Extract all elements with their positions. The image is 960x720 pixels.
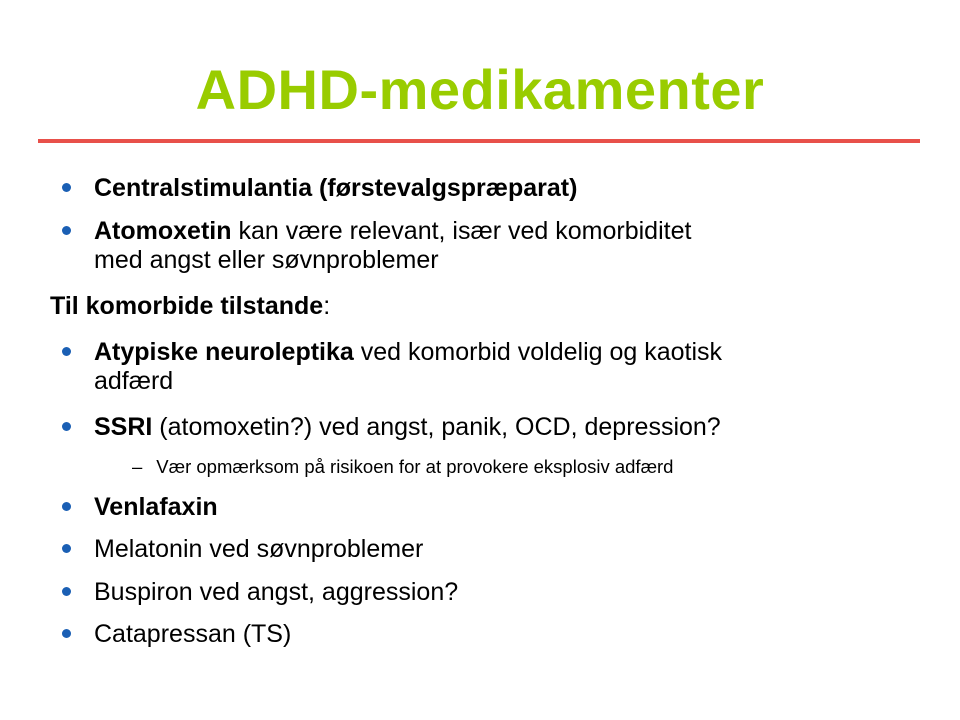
list-item-text: ved komorbid voldelig og kaotisk	[353, 338, 723, 366]
bullet-icon	[62, 502, 71, 511]
list-item-text: Melatonin ved søvnproblemer	[94, 535, 424, 563]
list-item-bold-label: SSRI	[94, 413, 153, 441]
list-item-bold-label: Atomoxetin	[94, 217, 232, 245]
bullet-icon	[62, 587, 71, 596]
list-item-atypiske-continuation	[94, 367, 173, 395]
bullet-icon	[62, 347, 71, 356]
section-heading-komorbide	[50, 292, 330, 320]
list-item-atomoxetin	[94, 217, 691, 245]
sub-item-dash: –	[132, 456, 143, 477]
bullet-icon	[62, 544, 71, 553]
list-item-ssri	[94, 413, 721, 441]
bullet-icon	[62, 226, 71, 235]
list-item-text: Buspiron ved angst, aggression?	[94, 578, 459, 606]
list-item-text: Catapressan (TS)	[94, 620, 292, 648]
list-item-text: adfærd	[94, 367, 174, 395]
list-item-venlafaxin	[94, 493, 218, 521]
list-item-melatonin	[94, 535, 423, 563]
list-item-bold-label: Centralstimulantia (førstevalgspræparat)	[94, 174, 578, 202]
list-item-text: (atomoxetin?) ved angst, panik, OCD, depression?	[152, 413, 721, 441]
list-item-buspiron	[94, 578, 458, 606]
list-item-bold-label: Venlafaxin	[94, 493, 218, 521]
section-heading-bold: Til komorbide tilstande	[50, 292, 324, 320]
bullet-icon	[62, 629, 71, 638]
list-item-bold-label: Atypiske neuroleptika	[94, 338, 354, 366]
list-item-catapressan	[94, 620, 291, 648]
sub-list-item-eksplosiv	[132, 456, 673, 478]
bullet-icon	[62, 183, 71, 192]
list-item-atomoxetin-continuation	[94, 246, 439, 274]
slide-title: ADHD-medikamenter	[195, 58, 765, 121]
list-item-centralstimulantia	[94, 174, 577, 202]
sub-item-text: Vær opmærksom på risikoen for at provokere eksplosiv adfærd	[156, 456, 674, 477]
section-heading-suffix: :	[323, 292, 331, 320]
list-item-atypiske-neuroleptika	[94, 338, 722, 366]
list-item-text: med angst eller søvnproblemer	[94, 246, 439, 274]
bullet-icon	[62, 422, 71, 431]
list-item-text: kan være relevant, især ved komorbiditet	[231, 217, 692, 245]
